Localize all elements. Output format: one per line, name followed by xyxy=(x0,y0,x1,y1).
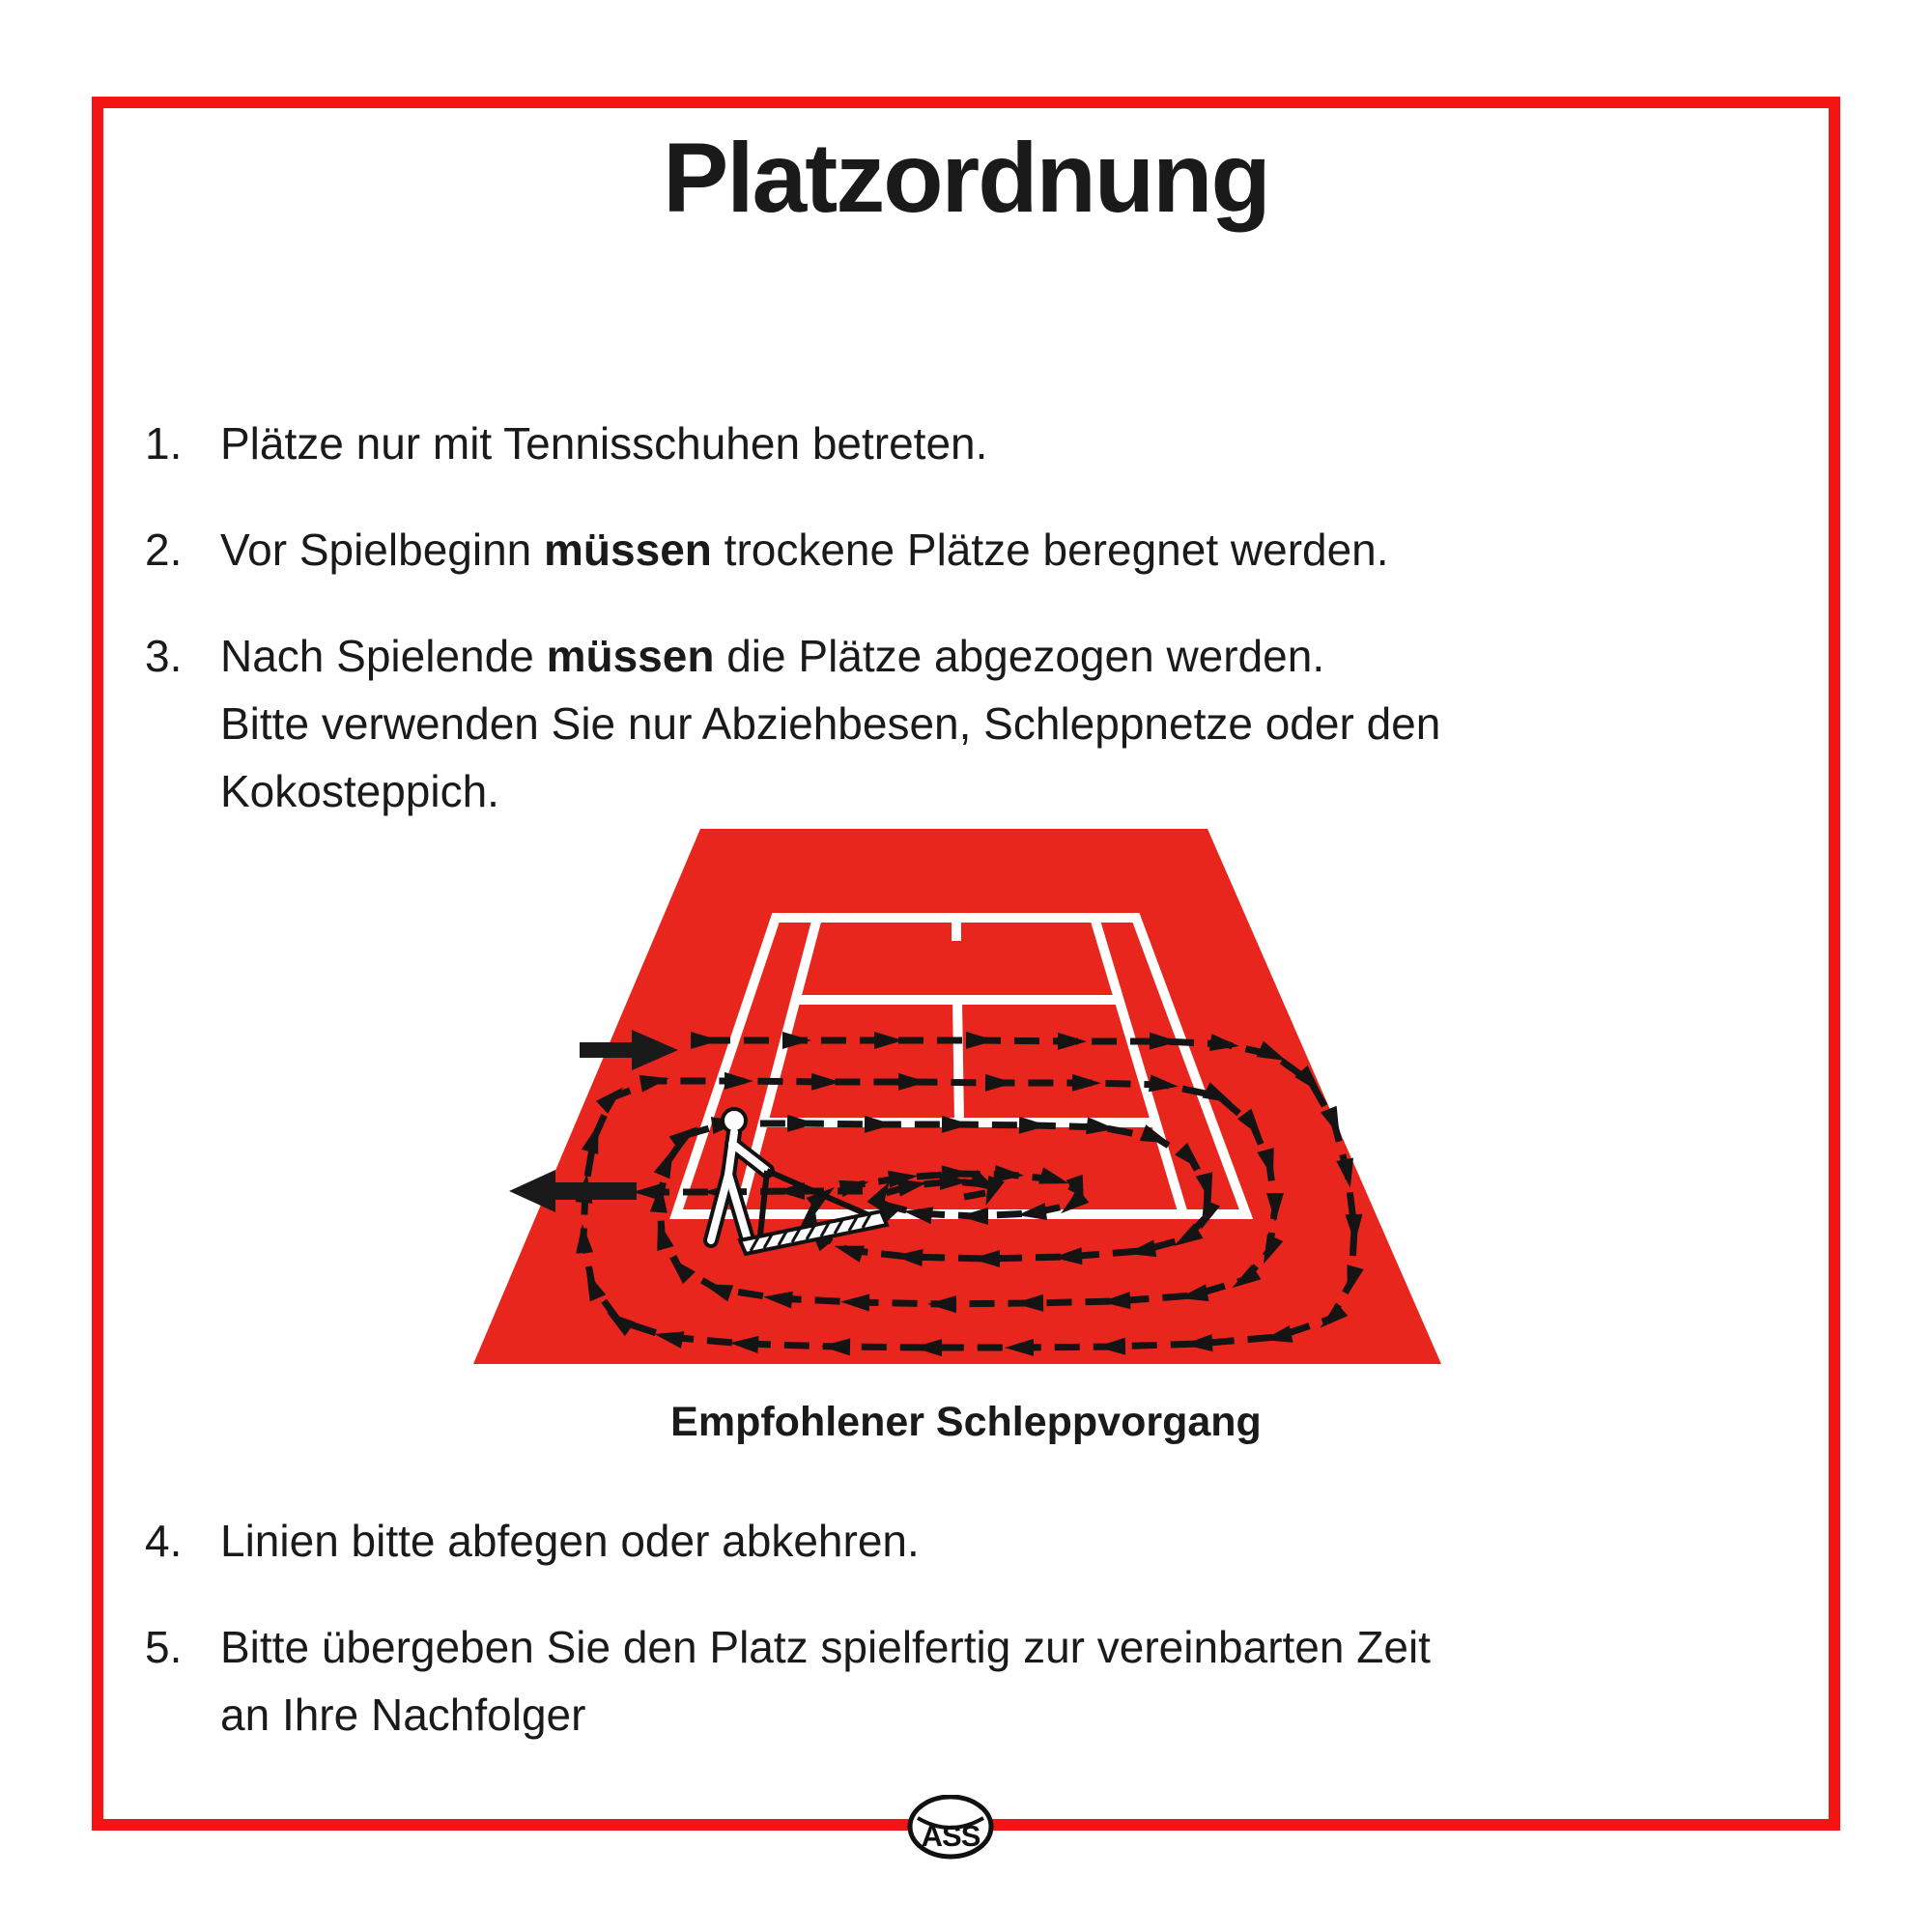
rule-line: Linien bitte abfegen oder abkehren. xyxy=(220,1516,920,1566)
rule-line: Bitte übergeben Sie den Platz spielfertig zur vereinbarten Zeit xyxy=(220,1622,1431,1672)
rule-item-2 xyxy=(0,516,1932,583)
rules-list-bottom xyxy=(0,1507,1932,1787)
rule-item-3 xyxy=(0,622,1932,825)
rule-number: 4. xyxy=(145,1516,183,1566)
rules-list-top xyxy=(0,410,1932,864)
rule-line: Nach Spielende müssen die Plätze abgezogen werden. xyxy=(220,631,1325,681)
bold-word: müssen xyxy=(544,525,712,575)
logo-text: ASS xyxy=(921,1819,980,1853)
rule-item-1 xyxy=(0,410,1932,477)
rule-number: 2. xyxy=(145,525,183,575)
rule-number: 5. xyxy=(145,1622,183,1672)
illustration-caption: Empfohlener Schleppvorgang xyxy=(670,1399,1262,1445)
ass-logo xyxy=(906,1795,995,1861)
rule-number: 1. xyxy=(145,418,183,469)
tennis-court-drawing xyxy=(425,819,1507,1372)
rule-line: an Ihre Nachfolger xyxy=(220,1690,586,1740)
rule-line: Vor Spielbeginn müssen trockene Plätze beregnet werden. xyxy=(220,525,1389,575)
rule-line: Kokosteppich. xyxy=(220,766,499,816)
rule-item-4 xyxy=(0,1507,1932,1575)
rule-line: Plätze nur mit Tennisschuhen betreten. xyxy=(220,418,988,469)
rule-item-5 xyxy=(0,1613,1932,1748)
bold-word: müssen xyxy=(546,631,715,681)
rule-number: 3. xyxy=(145,631,183,681)
rule-line: Bitte verwenden Sie nur Abziehbesen, Schleppnetze oder den xyxy=(220,698,1441,749)
page-title: Platzordnung xyxy=(663,123,1269,233)
